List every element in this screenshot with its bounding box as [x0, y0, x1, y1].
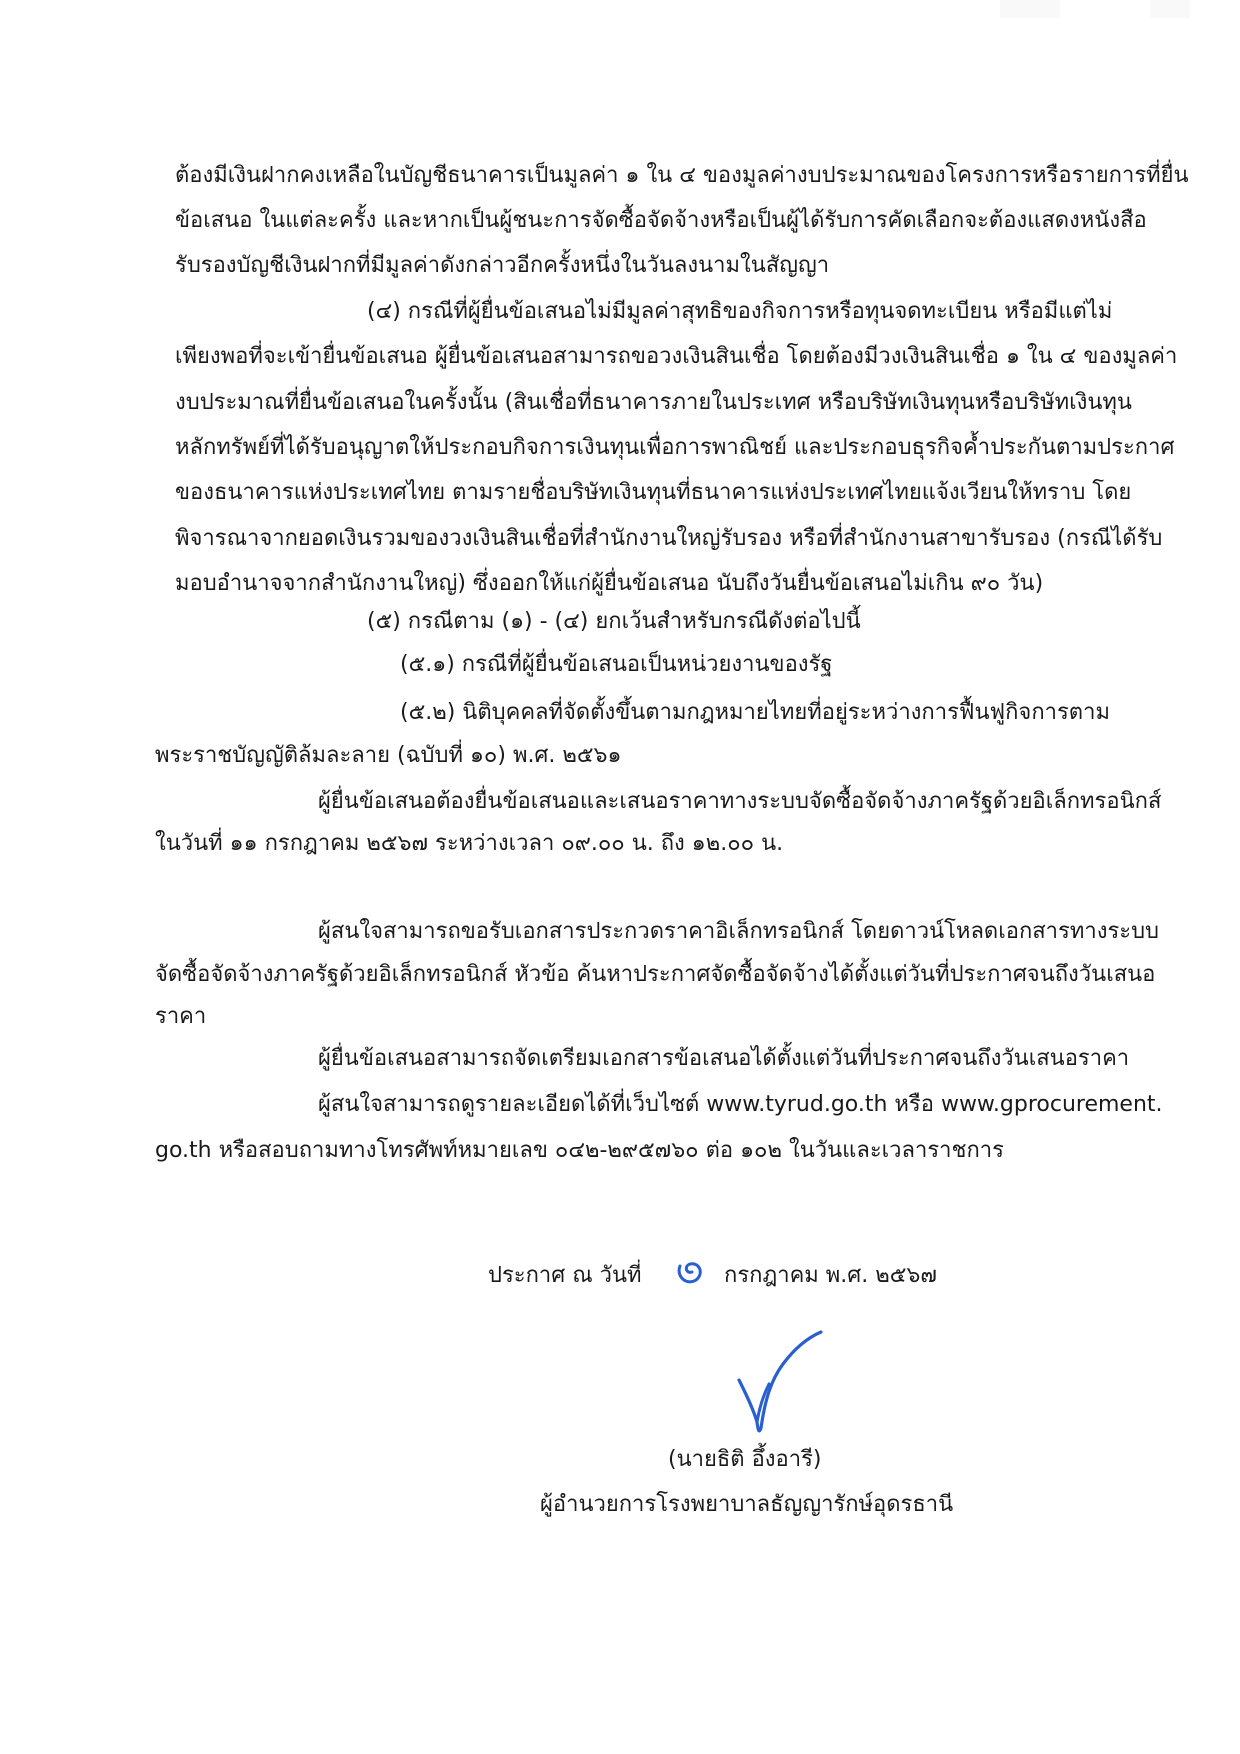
announce-date-prefix: ประกาศ ณ วันที่	[488, 1263, 642, 1288]
contact-line: ผู้สนใจสามารถดูรายละเอียดได้ที่เว็บไซต์ www.tyrud.go.th หรือ www.gprocurement.	[318, 1092, 1163, 1117]
signature	[735, 1330, 825, 1440]
handwritten-day	[672, 1256, 710, 1290]
contact-line: go.th หรือสอบถามทางโทรศัพท์หมายเลข ๐๔๒-๒๙๕๗๖๐ ต่อ ๑๐๒ ในวันและเวลาราชการ	[155, 1138, 1004, 1163]
clause-5-2-line: พระราชบัญญัติล้มละลาย (ฉบับที่ ๑๐) พ.ศ. ๒๕๖๑	[155, 743, 622, 768]
clause-5-line: (๕) กรณีตาม (๑) - (๔) ยกเว้นสำหรับกรณีดังต่อไปนี้	[367, 609, 861, 634]
announce-date-suffix: กรกฎาคม พ.ศ. ๒๕๖๗	[724, 1263, 937, 1288]
scan-artifact	[1000, 0, 1060, 18]
clause-4-line: เพียงพอที่จะเข้ายื่นข้อเสนอ ผู้ยื่นข้อเสนอสามารถขอวงเงินสินเชื่อ โดยต้องมีวงเงินสินเชื่อ ๑ ใน ๔ ของมูลค่า	[175, 344, 1178, 369]
clause-4-line: (๔) กรณีที่ผู้ยื่นข้อเสนอไม่มีมูลค่าสุทธิของกิจการหรือทุนจดทะเบียน หรือมีแต่ไม่	[367, 299, 1113, 324]
prepare-line: ผู้ยื่นข้อเสนอสามารถจัดเตรียมเอกสารข้อเสนอได้ตั้งแต่วันที่ประกาศจนถึงวันเสนอราคา	[318, 1046, 1130, 1071]
signatory-name: (นายธิติ อึ้งอารี)	[668, 1447, 822, 1472]
signatory-position: ผู้อำนวยการโรงพยาบาลธัญญารักษ์อุดรธานี	[540, 1492, 954, 1517]
clause-4-line: พิจารณาจากยอดเงินรวมของวงเงินสินเชื่อที่สำนักงานใหญ่รับรอง หรือที่สำนักงานสาขารับรอง (กรณีได้รับ	[175, 526, 1163, 551]
download-line: ผู้สนใจสามารถขอรับเอกสารประกวดราคาอิเล็กทรอนิกส์ โดยดาวน์โหลดเอกสารทางระบบ	[318, 919, 1160, 944]
download-line: จัดซื้อจัดจ้างภาครัฐด้วยอิเล็กทรอนิกส์ หัวข้อ ค้นหาประกาศจัดซื้อจัดจ้างได้ตั้งแต่วันที่ประกาศจนถึงวันเสนอ	[155, 962, 1156, 987]
paragraph-line: ต้องมีเงินฝากคงเหลือในบัญชีธนาคารเป็นมูลค่า ๑ ใน ๔ ของมูลค่างบประมาณของโครงการหรือรายการที่ยื่น	[175, 163, 1189, 188]
clause-5-2-line: (๕.๒) นิติบุคคลที่จัดตั้งขึ้นตามกฎหมายไทยที่อยู่ระหว่างการฟื้นฟูกิจการตาม	[400, 700, 1110, 725]
download-line: ราคา	[155, 1004, 207, 1029]
scan-artifact	[1150, 0, 1190, 18]
paragraph-line: ข้อเสนอ ในแต่ละครั้ง และหากเป็นผู้ชนะการจัดซื้อจัดจ้างหรือเป็นผู้ได้รับการคัดเลือกจะต้องแสดงหนังสือ	[175, 208, 1147, 233]
submission-line: ผู้ยื่นข้อเสนอต้องยื่นข้อเสนอและเสนอราคาทางระบบจัดซื้อจัดจ้างภาครัฐด้วยอิเล็กทรอนิกส์	[318, 789, 1162, 814]
clause-4-line: หลักทรัพย์ที่ได้รับอนุญาตให้ประกอบกิจการเงินทุนเพื่อการพาณิชย์ และประกอบธุรกิจค้ำประกันตามประกาศ	[175, 435, 1175, 460]
clause-4-line: ของธนาคารแห่งประเทศไทย ตามรายชื่อบริษัทเงินทุนที่ธนาคารแห่งประเทศไทยแจ้งเวียนให้ทราบ โดย	[175, 480, 1132, 505]
submission-line: ในวันที่ ๑๑ กรกฎาคม ๒๕๖๗ ระหว่างเวลา ๐๙.๐๐ น. ถึง ๑๒.๐๐ น.	[155, 831, 784, 856]
clause-5-1-line: (๕.๑) กรณีที่ผู้ยื่นข้อเสนอเป็นหน่วยงานของรัฐ	[400, 652, 833, 677]
clause-4-line: งบประมาณที่ยื่นข้อเสนอในครั้งนั้น (สินเชื่อที่ธนาคารภายในประเทศ หรือบริษัทเงินทุนหรือบริษัทเงินทุน	[175, 390, 1132, 415]
clause-4-line: มอบอำนาจจากสำนักงานใหญ่) ซึ่งออกให้แก่ผู้ยื่นข้อเสนอ นับถึงวันยื่นข้อเสนอไม่เกิน ๙๐ วัน)	[175, 571, 1044, 596]
paragraph-line: รับรองบัญชีเงินฝากที่มีมูลค่าดังกล่าวอีกครั้งหนึ่งในวันลงนามในสัญญา	[175, 253, 830, 278]
